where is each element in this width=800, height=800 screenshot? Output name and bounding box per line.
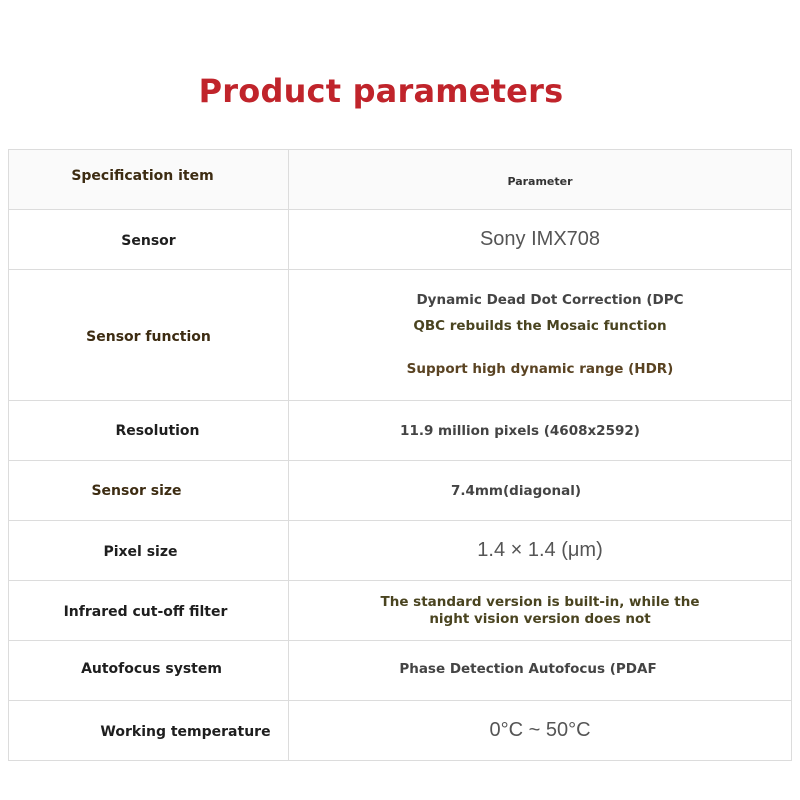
row-label-sensor-function: Sensor function xyxy=(86,328,211,345)
table-row-working-temperature xyxy=(9,701,792,761)
row-label-sensor: Sensor xyxy=(121,233,176,249)
page-title: Product parameters xyxy=(198,72,564,110)
row-label-cell xyxy=(9,210,289,270)
row-value-cell xyxy=(289,641,792,701)
row-value-cell xyxy=(289,581,792,641)
infrared-filter-line-1: The standard version is built-in, while the xyxy=(380,593,700,610)
row-value-working-temperature: 0°C ~ 50°C xyxy=(489,719,591,741)
table-row-sensor xyxy=(9,210,792,270)
row-value-cell xyxy=(289,521,792,581)
row-label-cell xyxy=(9,461,289,521)
row-value-sensor-size: 7.4mm(diagonal) xyxy=(450,483,582,499)
row-value-autofocus: Phase Detection Autofocus (PDAF xyxy=(399,661,657,677)
row-value-cell xyxy=(289,461,792,521)
row-label-cell xyxy=(9,701,289,761)
table-row-autofocus xyxy=(9,641,792,701)
row-value-cell xyxy=(289,210,792,270)
header-cell-item xyxy=(9,150,289,210)
row-value-sensor: Sony IMX708 xyxy=(479,228,601,250)
row-label-working-temperature: Working temperature xyxy=(100,724,271,740)
table-row-infrared-filter xyxy=(9,581,792,641)
table-row-pixel-size xyxy=(9,521,792,581)
row-value-resolution: 11.9 million pixels (4608x2592) xyxy=(400,423,640,439)
row-value-pixel-size: 1.4 × 1.4 (μm) xyxy=(477,539,603,561)
table-header-row xyxy=(9,150,792,210)
row-label-pixel-size: Pixel size xyxy=(103,544,178,560)
sensor-function-line-dpc: Dynamic Dead Dot Correction (DPC xyxy=(416,292,684,308)
row-label-resolution: Resolution xyxy=(115,423,200,439)
row-value-cell xyxy=(289,701,792,761)
row-label-autofocus: Autofocus system xyxy=(81,661,222,677)
row-label-infrared-filter: Infrared cut-off filter xyxy=(63,604,228,620)
row-label-cell xyxy=(9,270,289,401)
spec-table xyxy=(8,149,792,761)
row-value-cell xyxy=(289,270,792,401)
header-cell-parameter xyxy=(289,150,792,210)
sensor-function-line-qbc: QBC rebuilds the Mosaic function xyxy=(413,318,667,334)
table-row-sensor-size xyxy=(9,461,792,521)
row-label-sensor-size: Sensor size xyxy=(91,483,182,499)
table-row-sensor-function xyxy=(9,270,792,401)
row-label-cell xyxy=(9,581,289,641)
header-item-label: Specification item xyxy=(71,168,214,184)
table-row-resolution xyxy=(9,401,792,461)
row-value-cell xyxy=(289,401,792,461)
row-label-cell xyxy=(9,641,289,701)
sensor-function-line-hdr: Support high dynamic range (HDR) xyxy=(406,361,674,377)
row-label-cell xyxy=(9,521,289,581)
row-label-cell xyxy=(9,401,289,461)
header-parameter-label: Parameter xyxy=(507,175,573,188)
infrared-filter-line-2: night vision version does not xyxy=(429,610,651,627)
